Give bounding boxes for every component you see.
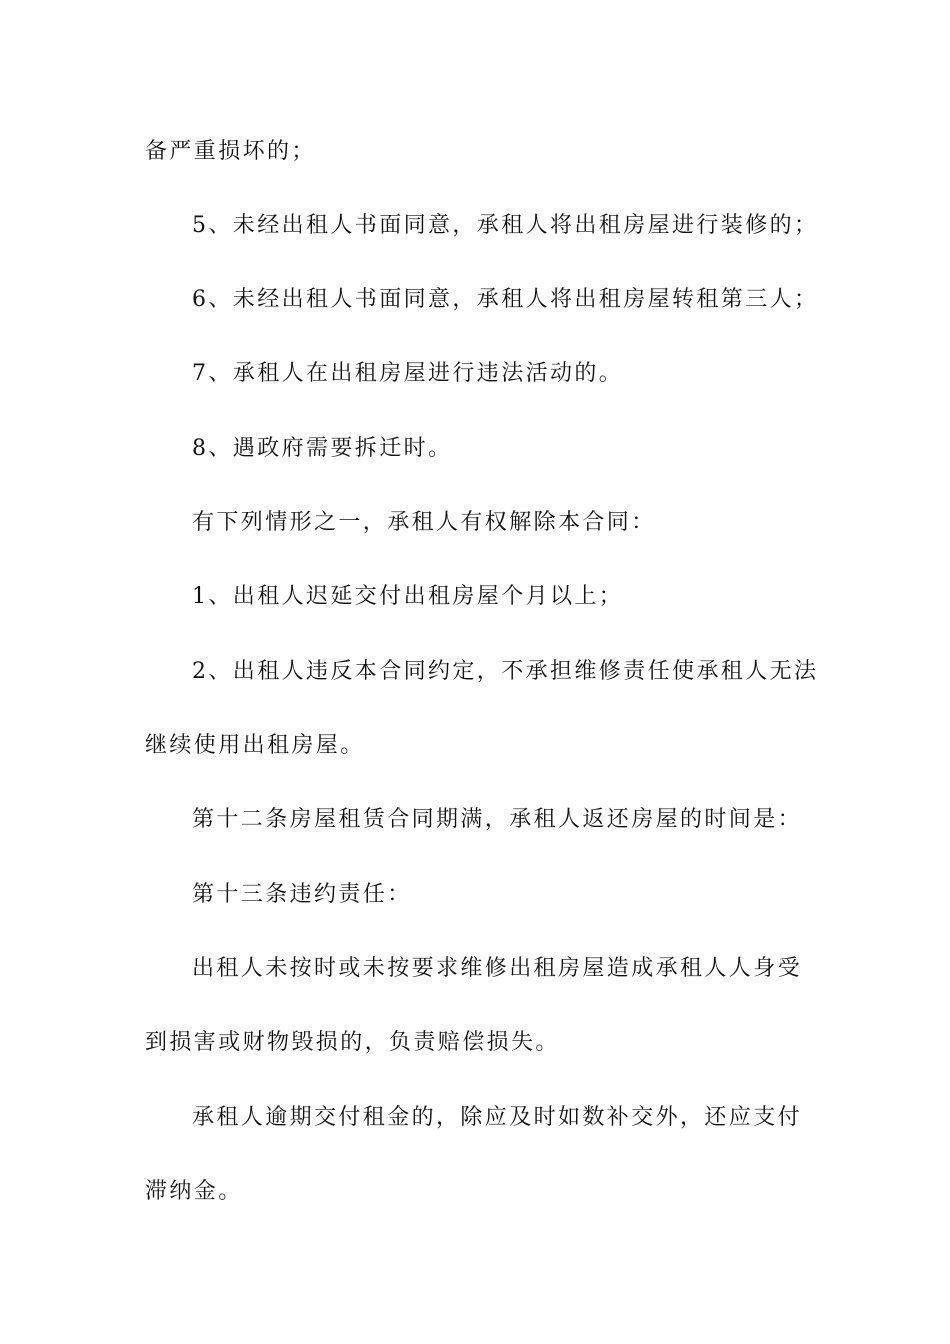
liability-paragraph-2-continuation: 滞纳金。 bbox=[145, 1179, 243, 1204]
tenant-item-2: 2、出租人违反本合同约定，不承担维修责任使承租人无法 bbox=[192, 659, 819, 684]
text-line-continuation: 备严重损坏的； bbox=[145, 139, 316, 164]
tenant-item-2-continuation: 继续使用出租房屋。 bbox=[145, 733, 365, 758]
liability-paragraph-1-continuation: 到损害或财物毁损的，负责赔偿损失。 bbox=[145, 1030, 560, 1055]
article-13-heading: 第十三条违约责任： bbox=[192, 882, 412, 907]
liability-paragraph-2: 承租人逾期交付租金的，除应及时如数补交外，还应支付 bbox=[192, 1105, 803, 1130]
clause-item-8: 8、遇政府需要拆迁时。 bbox=[192, 436, 453, 461]
tenant-item-1: 1、出租人迟延交付出租房屋个月以上； bbox=[192, 584, 624, 609]
paragraph-tenant-termination: 有下列情形之一，承租人有权解除本合同： bbox=[192, 510, 656, 535]
clause-item-6: 6、未经出租人书面同意，承租人将出租房屋转租第三人； bbox=[192, 287, 819, 312]
clause-item-5: 5、未经出租人书面同意，承租人将出租房屋进行装修的； bbox=[192, 213, 819, 238]
clause-item-7: 7、承租人在出租房屋进行违法活动的。 bbox=[192, 361, 624, 386]
article-12: 第十二条房屋租赁合同期满，承租人返还房屋的时间是： bbox=[192, 807, 803, 832]
liability-paragraph-1: 出租人未按时或未按要求维修出租房屋造成承租人人身受 bbox=[192, 956, 803, 981]
